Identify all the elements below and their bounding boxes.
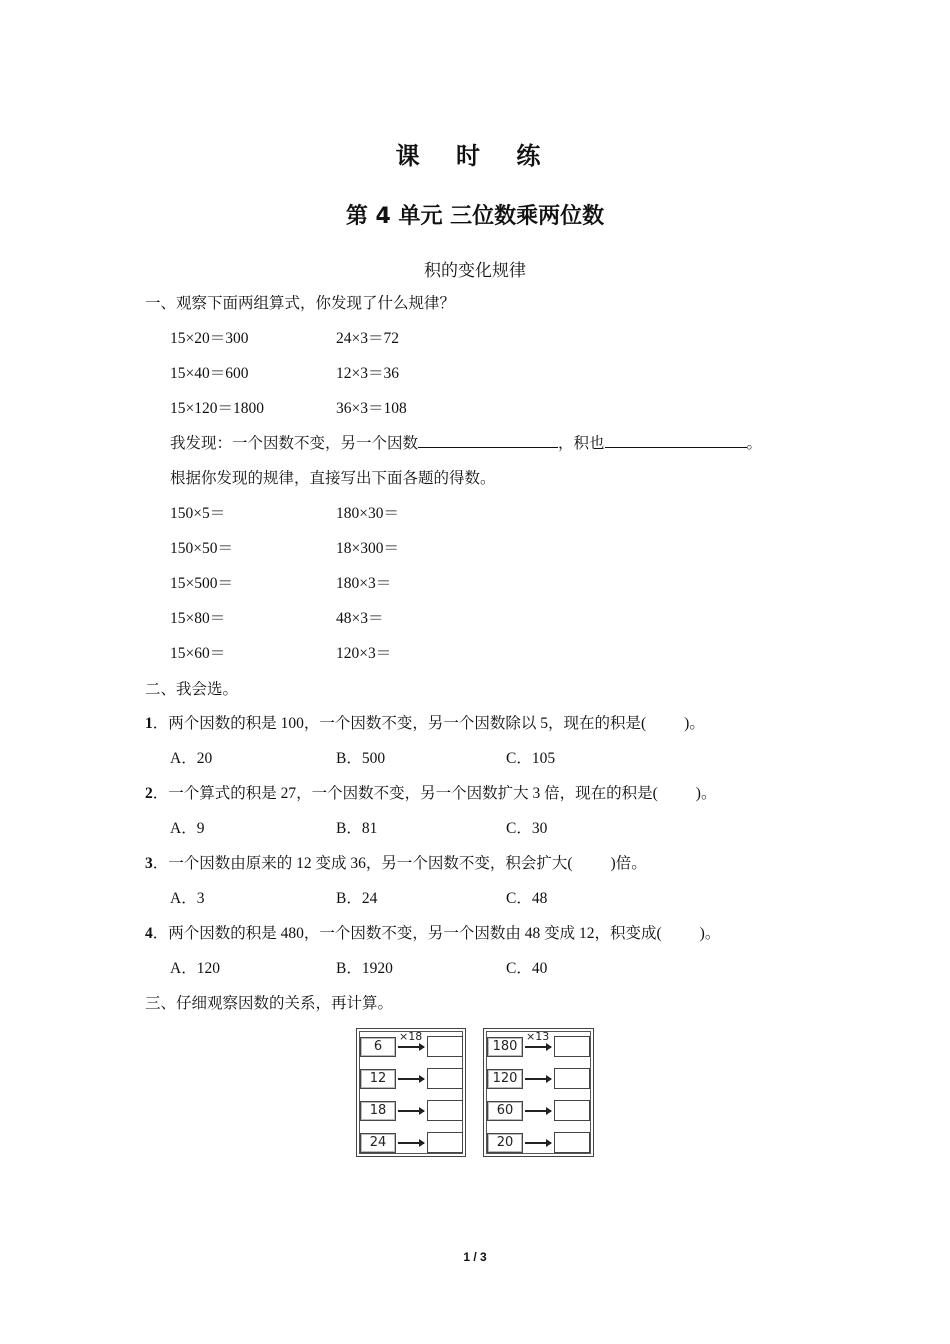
unit-title: 第 4 单元 三位数乘两位数: [345, 204, 605, 229]
page-title: 课 时 练: [395, 142, 555, 170]
arrow-icon: [398, 1142, 424, 1144]
question-number: 4: [145, 925, 153, 942]
arrow-icon: [398, 1078, 424, 1080]
answer-box[interactable]: [427, 1068, 463, 1089]
equation: 15×20＝300: [170, 330, 249, 347]
exercise: 15×80＝: [170, 610, 226, 627]
answer-box[interactable]: [427, 1100, 463, 1121]
question-text: ．一个算式的积是 27，一个因数不变，另一个因数扩大 3 倍，现在的积是(: [152, 785, 658, 802]
factor-cell: 18: [360, 1101, 396, 1121]
finding-sentence: [170, 431, 762, 453]
option[interactable]: C．48: [506, 890, 548, 907]
option[interactable]: C．40: [506, 960, 548, 977]
section2-heading: 二、我会选。: [145, 681, 239, 698]
arrow-icon: [525, 1110, 551, 1112]
factor-cell: 180: [487, 1037, 523, 1057]
question-2: [145, 781, 716, 803]
question-end: )。: [695, 785, 717, 802]
exercise: 150×5＝: [170, 505, 226, 522]
question-text: ．一个因数由原来的 12 变成 36，另一个因数不变，积会扩大(: [152, 855, 573, 872]
answer-box[interactable]: [554, 1036, 590, 1057]
factor-cell: 24: [360, 1133, 396, 1153]
answer-box[interactable]: [427, 1132, 463, 1153]
factor-cell: 12: [360, 1069, 396, 1089]
section3-heading: 三、仔细观察因数的关系，再计算。: [145, 995, 394, 1012]
multiplier-label: ×13: [526, 1030, 550, 1043]
section1-heading: 一、观察下面两组算式，你发现了什么规律？: [145, 295, 456, 312]
equation: 24×3＝72: [336, 330, 399, 347]
finding-mid: ，积也: [558, 435, 605, 452]
answer-blank-1[interactable]: [418, 433, 558, 448]
page-number: 1 / 3: [463, 1250, 487, 1264]
answer-box[interactable]: [554, 1068, 590, 1089]
factor-cell: 20: [487, 1133, 523, 1153]
exercise: 18×300＝: [336, 540, 399, 557]
factor-cell: 60: [487, 1101, 523, 1121]
question-text: ．两个因数的积是 100，一个因数不变，另一个因数除以 5，现在的积是(: [152, 715, 647, 732]
arrow-icon: [398, 1046, 424, 1048]
equation: 15×40＝600: [170, 365, 249, 382]
option[interactable]: B．81: [336, 820, 378, 837]
exercise: 150×50＝: [170, 540, 233, 557]
option[interactable]: B．1920: [336, 960, 393, 977]
instruction: 根据你发现的规律，直接写出下面各题的得数。: [170, 470, 496, 487]
multiplication-panel: [356, 1028, 466, 1157]
multiplication-panel: [483, 1028, 594, 1157]
question-1: [145, 711, 705, 733]
factor-cell: 120: [487, 1069, 523, 1089]
question-end: )倍。: [610, 855, 647, 872]
exercise: 120×3＝: [336, 645, 392, 662]
lesson-title: 积的变化规律: [424, 261, 526, 280]
option[interactable]: A．9: [170, 820, 205, 837]
exercise: 180×30＝: [336, 505, 399, 522]
answer-blank-2[interactable]: [605, 433, 747, 448]
exercise: 15×500＝: [170, 575, 233, 592]
question-4: [145, 921, 720, 943]
finding-end: 。: [746, 435, 763, 452]
question-3: [145, 851, 647, 873]
question-text: ．两个因数的积是 480，一个因数不变，另一个因数由 48 变成 12，积变成(: [152, 925, 662, 942]
option[interactable]: A．3: [170, 890, 205, 907]
arrow-icon: [525, 1142, 551, 1144]
arrow-icon: [525, 1046, 551, 1048]
answer-box[interactable]: [427, 1036, 463, 1057]
question-end: )。: [699, 925, 721, 942]
exercise: 48×3＝: [336, 610, 384, 627]
factor-cell: 6: [360, 1037, 396, 1057]
equation: 36×3＝108: [336, 400, 407, 417]
option[interactable]: C．105: [506, 750, 556, 767]
question-end: )。: [684, 715, 705, 732]
option[interactable]: A．20: [170, 750, 213, 767]
finding-prefix: 我发现：一个因数不变，另一个因数: [170, 435, 419, 452]
arrow-icon: [525, 1078, 551, 1080]
question-number: 3: [145, 855, 153, 872]
exercise: 15×60＝: [170, 645, 226, 662]
option[interactable]: B．500: [336, 750, 386, 767]
equation: 12×3＝36: [336, 365, 399, 382]
question-number: 2: [145, 785, 153, 802]
answer-box[interactable]: [554, 1100, 590, 1121]
answer-box[interactable]: [554, 1132, 590, 1153]
multiplier-label: ×18: [399, 1030, 423, 1043]
exercise: 180×3＝: [336, 575, 392, 592]
question-number: 1: [145, 715, 153, 732]
arrow-icon: [398, 1110, 424, 1112]
option[interactable]: B．24: [336, 890, 378, 907]
option[interactable]: A．120: [170, 960, 220, 977]
equation: 15×120＝1800: [170, 400, 264, 417]
option[interactable]: C．30: [506, 820, 548, 837]
